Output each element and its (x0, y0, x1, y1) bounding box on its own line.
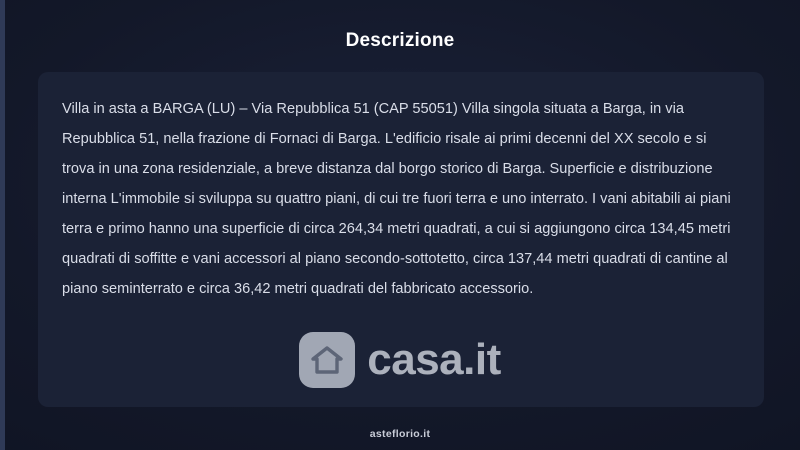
description-text: Villa in asta a BARGA (LU) – Via Repubblica 51 (CAP 55051) Villa singola situata a Barga, in via Repubblica 51, nella frazione di Fornaci di Barga. L'edificio risale ai primi decenni del XX secolo e si trova in una zona residenziale, a breve distanza dal borgo storico di Barga. Superficie e distribuzione interna L'immobile si sviluppa su quattro piani, di cui tre fuori terra e uno interrato. I vani abitabili ai piani terra e primo hanno una superficie di circa 264,34 metri quadrati, a cui si aggiungono circa 134,45 metri quadrati di soffitte e vani accessori al piano secondo-sottotetto, circa 137,44 metri quadrati di cantine al piano seminterrato e circa 36,42 metri quadrati del fabbricato accessorio. (62, 101, 735, 297)
left-accent-bar (0, 0, 5, 450)
footer-credit: asteflorio.it (369, 428, 431, 440)
watermark-text: casa.it (367, 335, 501, 384)
description-card (38, 72, 764, 407)
page-title: Descrizione (345, 30, 455, 51)
